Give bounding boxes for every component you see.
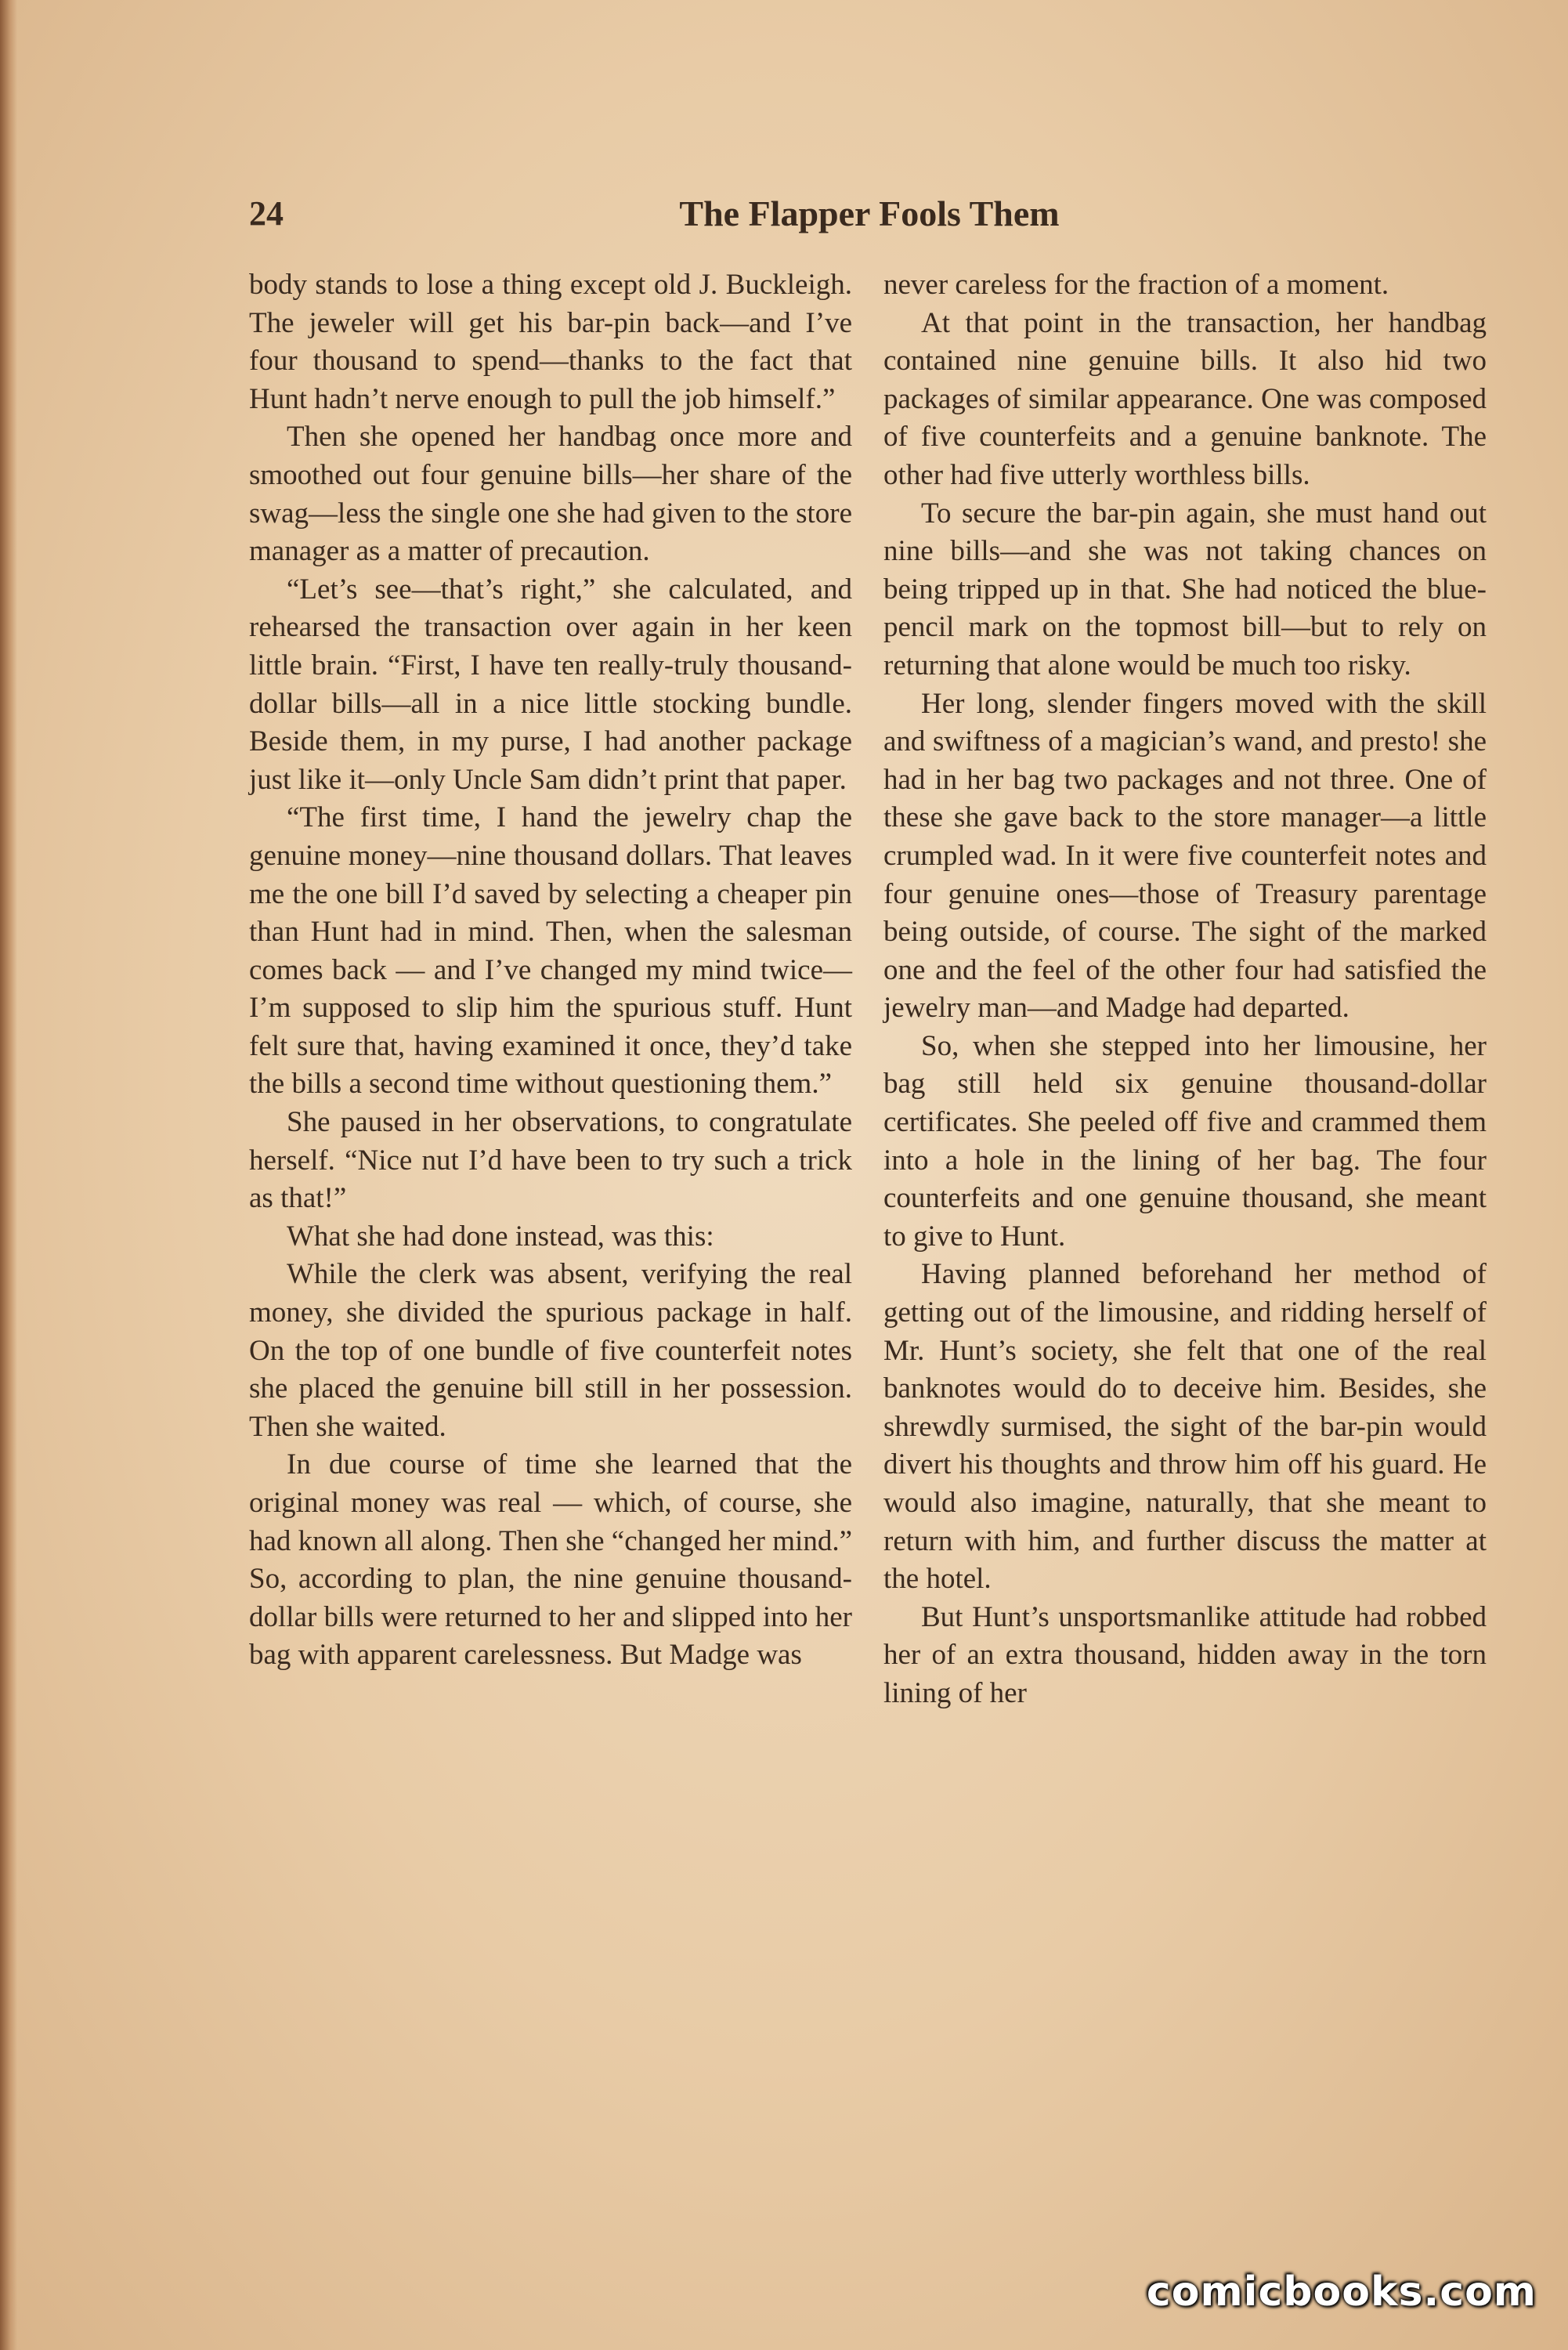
paragraph: But Hunt’s unsportsmanlike attitude had robbed her of an extra thousand, hidden away in the torn lining of her <box>883 1600 1487 1709</box>
page-number: 24 <box>249 194 284 233</box>
left-column <box>249 266 852 2131</box>
paragraph: To secure the bar-pin again, she must hand out nine bills—and she was not taking chances on being tripped up in that. She had noticed the blue-pencil mark on the topmost bill—but to rely on returning that alone would be much too risky. <box>883 497 1487 682</box>
paragraph: While the clerk was absent, verifying the real money, she divided the spurious package in half. On the top of one bundle of five counterfeit notes she placed the genuine bill still in her possession. Then she waited. <box>249 1258 852 1443</box>
paragraph: Having planned beforehand her method of getting out of the limousine, and ridding herself of Mr. Hunt’s society, she felt that one of the real banknotes would do to deceive him. Besides, she shrewdly surmised, the sight of the bar-pin would divert his thoughts and throw him off his guard. He would also imagine, naturally, that she meant to return with him, and further discuss the matter at the hotel. <box>883 1258 1487 1596</box>
watermark: comicbooks.com <box>1146 2269 1537 2316</box>
page-spine-shadow <box>0 0 17 2350</box>
paragraph: In due course of time she learned that the original money was real — which, of course, she had known all along. Then she “changed her mind.” So, according to plan, the nine genuine thousand-dollar bills were returned to her and slipped into her bag with apparent carelessness. But Madge was <box>249 1448 852 1672</box>
running-title: The Flapper Fools Them <box>679 193 1060 233</box>
paragraph: Then she opened her handbag once more and smoothed out four genuine bills—her share of the swag—less the single one she had given to the store manager as a matter of precaution. <box>249 421 852 568</box>
paragraph: So, when she stepped into her limousine, her bag still held six genuine thousand-dollar certificates. She peeled off five and crammed them into a hole in the lining of her bag. The four counterfeits and one genuine thousand, she meant to give to Hunt. <box>883 1029 1487 1253</box>
paragraph: body stands to lose a thing except old J. Buckleigh. The jeweler will get his bar-pin back—and I’ve four thousand to spend—thanks to the fact that Hunt hadn’t nerve enough to pull the job himself.” <box>249 269 852 415</box>
paragraph: What she had done instead, was this: <box>287 1220 714 1253</box>
paragraph: “The first time, I hand the jewelry chap the genuine money—nine thousand dollars. That leaves me the one bill I’d saved by selecting a cheaper pin than Hunt had in mind. Then, when the salesman comes back — and I’ve changed my mind twice—I’m supposed to slip him the spurious stuff. Hunt felt sure that, having examined it once, they’d take the bills a second time without questioning them.” <box>249 801 852 1101</box>
paragraph: She paused in her observations, to congratulate herself. “Nice nut I’d have been to try such a trick as that!” <box>249 1106 852 1215</box>
page-header <box>249 186 1490 241</box>
paragraph: At that point in the transaction, her handbag contained nine genuine bills. It also hid two packages of similar appearance. One was composed of five counterfeits and a genuine banknote. The other had five utterly worthless bills. <box>883 306 1487 491</box>
right-column <box>883 266 1487 2131</box>
paragraph: “Let’s see—that’s right,” she calculated, and rehearsed the transaction over again in her keen little brain. “First, I have ten really-truly thousand-dollar bills—all in a nice little stocking bundle. Beside them, in my purse, I had another package just like it—only Uncle Sam didn’t print that paper. <box>249 573 852 796</box>
paragraph: Her long, slender fingers moved with the skill and swiftness of a magician’s wand, and presto! she had in her bag two packages and not three. One of these she gave back to the store manager—a little crumpled wad. In it were five counterfeit notes and four genuine ones—those of Treasury parentage being outside, of course. The sight of the marked one and the feel of the other four had satisfied the jewelry man—and Madge had departed. <box>883 687 1487 1025</box>
paragraph: never careless for the fraction of a moment. <box>883 269 1389 301</box>
